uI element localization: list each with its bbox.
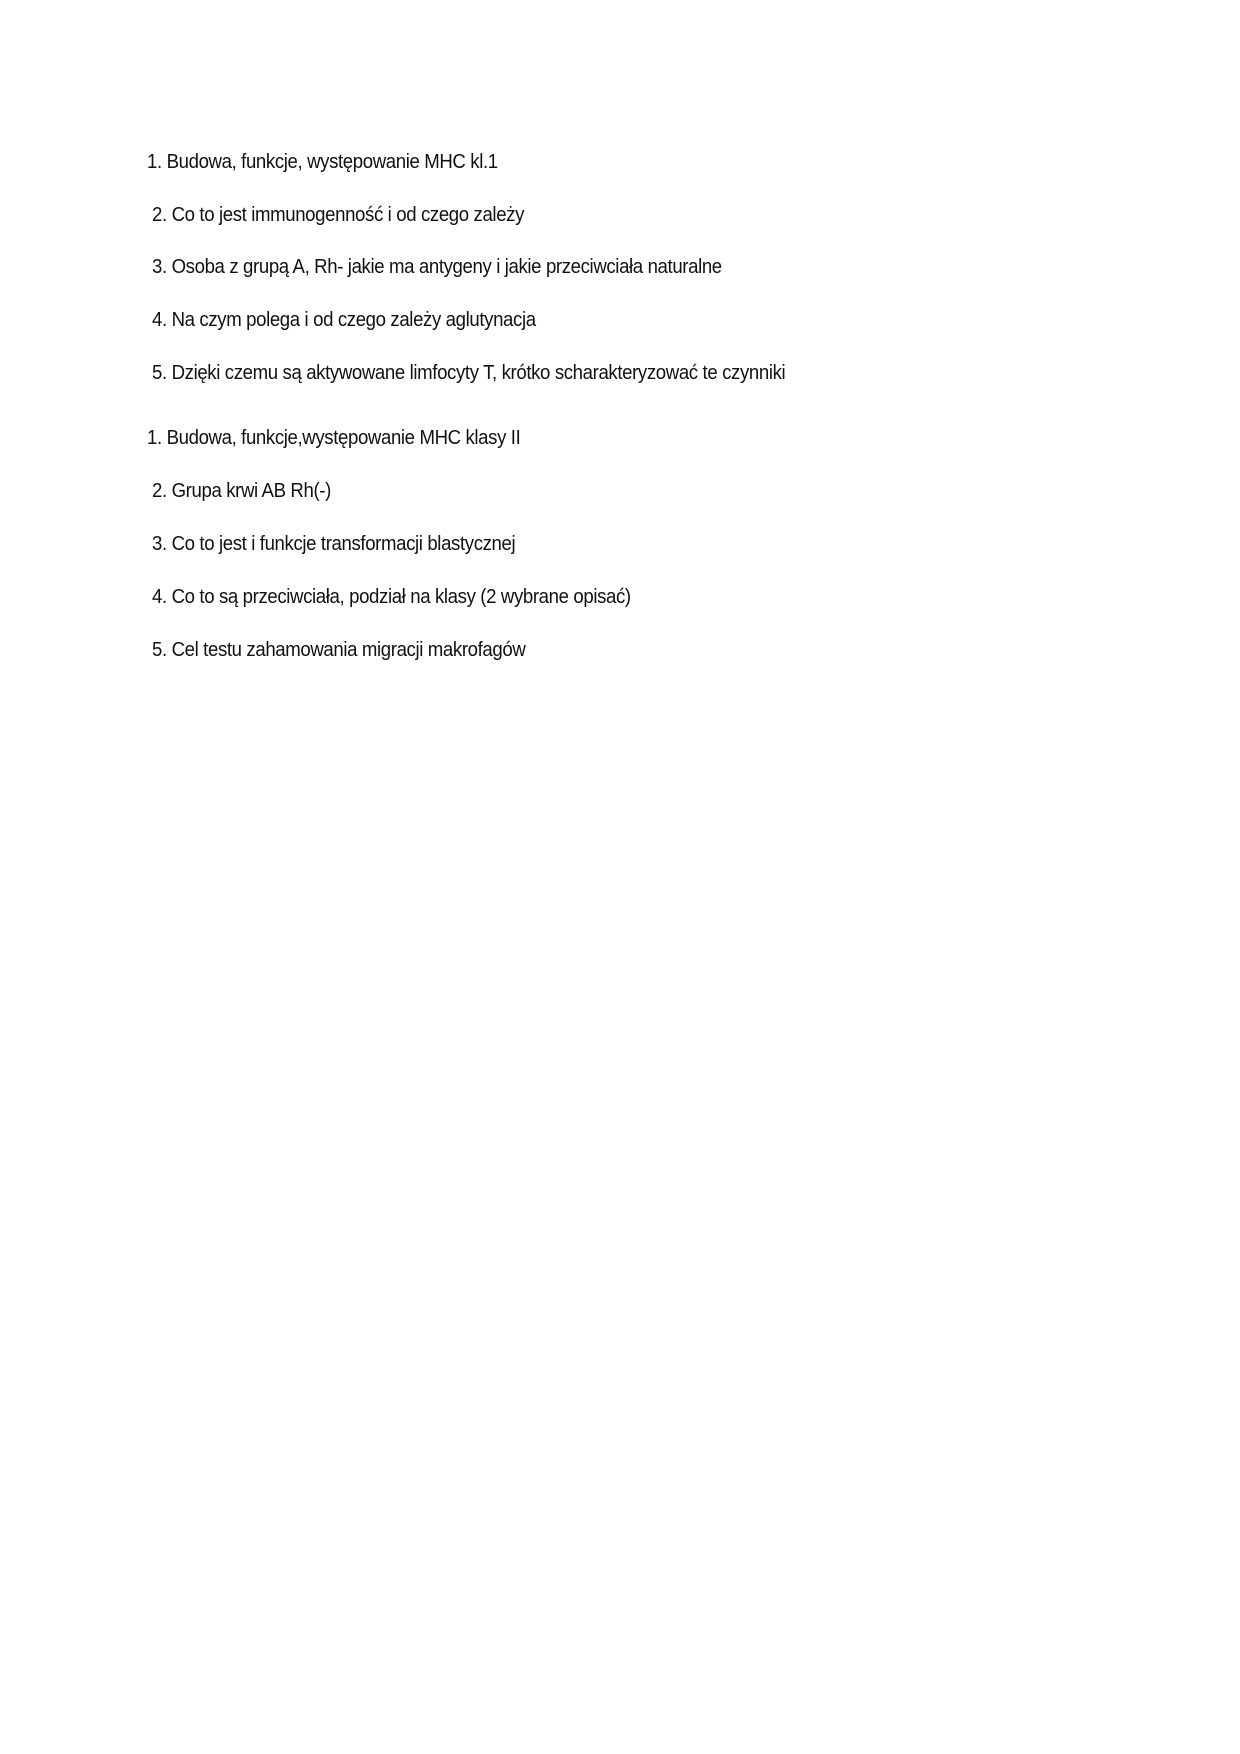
- question-number: 1.: [147, 427, 162, 449]
- question-number: 4.: [152, 586, 167, 608]
- question-text: Co to jest immunogenność i od czego zależy: [171, 204, 525, 226]
- question-text: Na czym polega i od czego zależy aglutynacja: [171, 309, 536, 331]
- question-item: [152, 361, 785, 385]
- question-item: [147, 150, 498, 174]
- question-item: [152, 479, 331, 503]
- question-number: 3.: [152, 256, 167, 278]
- question-text: Dzięki czemu są aktywowane limfocyty T, krótko scharakteryzować te czynniki: [171, 362, 786, 384]
- question-number: 3.: [152, 533, 167, 555]
- question-number: 5.: [152, 639, 167, 661]
- question-item: [152, 203, 524, 227]
- question-text: Grupa krwi AB Rh(-): [171, 480, 331, 502]
- question-text: Co to są przeciwciała, podział na klasy (2 wybrane opisać): [171, 586, 631, 608]
- question-number: 2.: [152, 204, 167, 226]
- question-item: [152, 308, 536, 332]
- question-item: [147, 426, 520, 450]
- question-number: 2.: [152, 480, 167, 502]
- question-text: Co to jest i funkcje transformacji blastycznej: [171, 533, 516, 555]
- question-item: [152, 532, 515, 556]
- question-item: [152, 638, 525, 662]
- question-item: [152, 585, 631, 609]
- question-text: Cel testu zahamowania migracji makrofagów: [171, 639, 526, 661]
- question-text: Budowa, funkcje,występowanie MHC klasy II: [166, 427, 521, 449]
- question-text: Osoba z grupą A, Rh- jakie ma antygeny i jakie przeciwciała naturalne: [171, 256, 722, 278]
- question-item: [152, 255, 722, 279]
- question-number: 4.: [152, 309, 167, 331]
- question-number: 1.: [147, 151, 162, 173]
- question-number: 5.: [152, 362, 167, 384]
- question-text: Budowa, funkcje, występowanie MHC kl.1: [166, 151, 498, 173]
